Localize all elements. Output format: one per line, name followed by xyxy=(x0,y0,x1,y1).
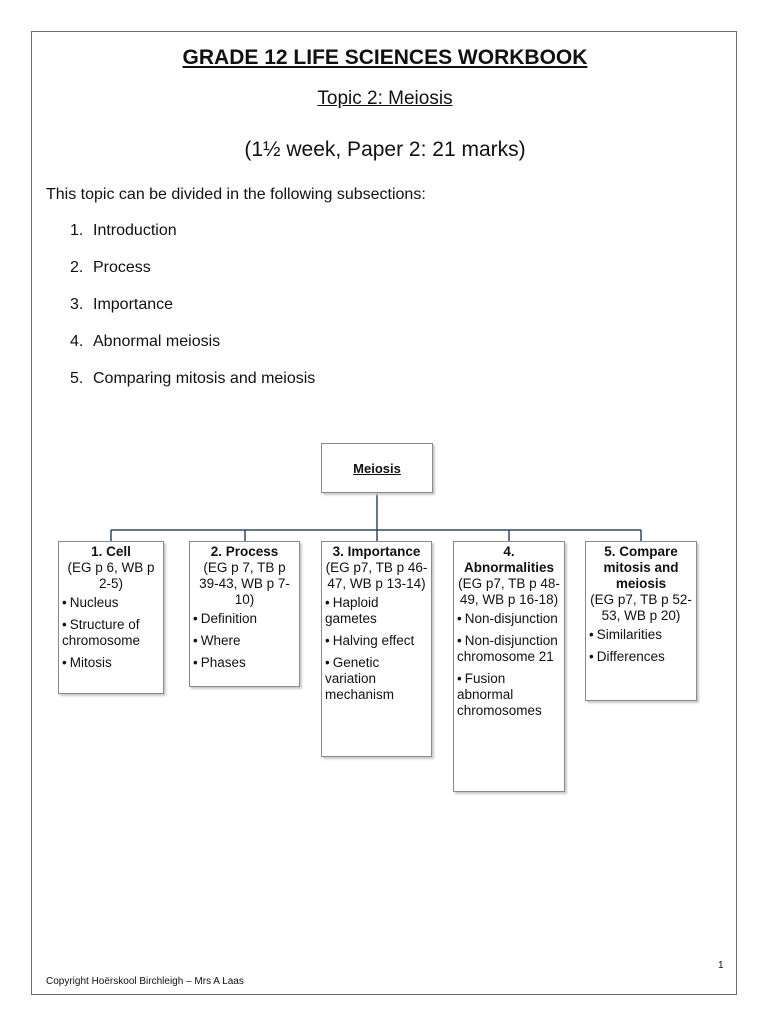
list-item: • Non-disjunction xyxy=(457,611,561,627)
list-label: Process xyxy=(93,259,151,276)
branch-title: 2. Process xyxy=(210,544,279,559)
list-item xyxy=(70,333,315,370)
branch-refs: (EG p7, TB p 46-47, WB p 13-14) xyxy=(325,560,428,591)
branch-cell xyxy=(58,541,164,694)
branch-refs: (EG p 7, TB p 39-43, WB p 7-10) xyxy=(199,560,290,607)
diagram-root-meiosis: Meiosis xyxy=(321,443,433,493)
topic-subtitle: Topic 2: Meiosis xyxy=(317,88,453,109)
list-number: 4. xyxy=(70,333,84,350)
list-item: • Haploid gametes xyxy=(325,595,428,627)
branch-title: 4. Abnormalities xyxy=(463,544,555,575)
list-item xyxy=(70,296,315,333)
list-number: 2. xyxy=(70,259,84,276)
branch-items xyxy=(457,611,561,719)
list-label: Importance xyxy=(93,296,174,313)
branch-refs: (EG p7, TB p 48-49, WB p 16-18) xyxy=(458,576,560,607)
branch-title: 1. Cell xyxy=(91,544,131,559)
list-item xyxy=(70,259,315,296)
list-item xyxy=(70,370,315,407)
page-border xyxy=(31,31,737,995)
list-label: Abnormal meiosis xyxy=(93,333,221,350)
list-item: • Differences xyxy=(589,649,693,665)
page-title: GRADE 12 LIFE SCIENCES WORKBOOK xyxy=(182,46,588,69)
list-item: • Genetic variation mechanism xyxy=(325,655,428,703)
list-item: • Fusion abnormal chromosomes xyxy=(457,671,561,719)
list-item xyxy=(70,222,315,259)
branch-items xyxy=(589,627,693,665)
branch-title: 3. Importance xyxy=(332,544,421,559)
subsection-list xyxy=(70,222,315,407)
list-item: • Nucleus xyxy=(62,595,160,611)
list-item: • Definition xyxy=(193,611,296,627)
time-marks-note: (1½ week, Paper 2: 21 marks) xyxy=(244,138,526,161)
list-item: • Where xyxy=(193,633,296,649)
list-label: Introduction xyxy=(93,222,177,239)
branch-items xyxy=(62,595,160,671)
branch-importance xyxy=(321,541,432,757)
list-item: • Similarities xyxy=(589,627,693,643)
list-item: • Halving effect xyxy=(325,633,428,649)
list-number: 3. xyxy=(70,296,84,313)
list-number: 5. xyxy=(70,370,84,387)
list-number: 1. xyxy=(70,222,84,239)
page-number: 1 xyxy=(718,960,724,971)
branch-refs: (EG p7, TB p 52-53, WB p 20) xyxy=(590,592,692,623)
list-item: • Structure of chromosome xyxy=(62,617,160,649)
list-item: • Phases xyxy=(193,655,296,671)
branch-title: 5. Compare mitosis and meiosis xyxy=(603,544,679,591)
branch-abnormalities xyxy=(453,541,565,792)
copyright-footer: Copyright Hoërskool Birchleigh – Mrs A Laas xyxy=(46,976,244,987)
list-item: • Non-disjunction chromosome 21 xyxy=(457,633,561,665)
branch-items xyxy=(325,595,428,703)
branch-refs: (EG p 6, WB p 2-5) xyxy=(67,560,155,591)
list-label: Comparing mitosis and meiosis xyxy=(93,370,316,387)
list-item: • Mitosis xyxy=(62,655,160,671)
intro-text: This topic can be divided in the following subsections: xyxy=(46,186,426,203)
branch-process xyxy=(189,541,300,687)
branch-items xyxy=(193,611,296,671)
branch-compare xyxy=(585,541,697,701)
